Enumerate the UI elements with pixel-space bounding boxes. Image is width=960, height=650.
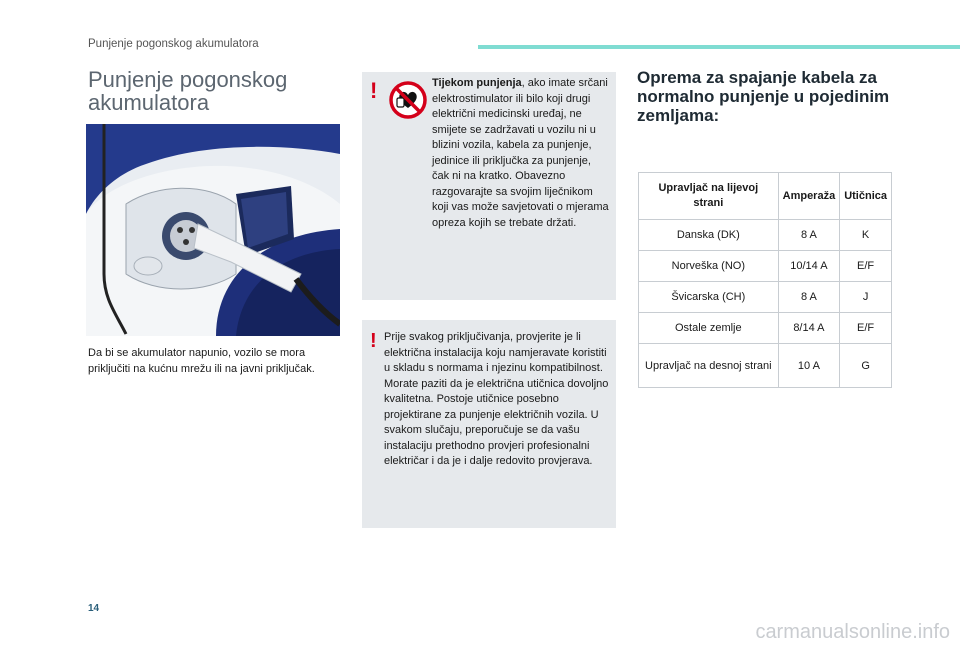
column-header: Utičnica (840, 173, 892, 220)
no-pacemaker-icon (388, 80, 428, 120)
table-cell: E/F (840, 313, 892, 344)
table-cell: Upravljač na desnoj strani (639, 344, 779, 388)
connection-table-heading: Oprema za spajanje kabela za normalno punjenje u pojedinim zemljama: (637, 68, 890, 125)
table-cell: 10 A (778, 344, 840, 388)
table-cell: 10/14 A (778, 251, 840, 282)
installation-warning-box (362, 320, 616, 528)
installation-warning-text: Prije svakog priključivanja, provjerite je li električna instalacija koju namjeravate koristiti u skladu s normama i njezinu kompatibilnost. Morate paziti da je električna utičnica dovoljno kvalitetna. Postoje utičnice posebno projektirane za punjenje električnih vozila. U svakom slučaju, preporučuje se da vašu instalaciju prethodno provjeri profesionalni električar i da je i dalje redovito provjerava. (384, 331, 609, 467)
table-cell: E/F (840, 251, 892, 282)
table-cell: Ostale zemlje (639, 313, 779, 344)
table-cell: G (840, 344, 892, 388)
column-header: Amperaža (778, 173, 840, 220)
pacemaker-warning-box (362, 72, 616, 300)
table-cell: Švicarska (CH) (639, 282, 779, 313)
table-cell: 8/14 A (778, 313, 840, 344)
section-title: Punjenje pogonskog akumulatora (88, 67, 288, 115)
page-number: 14 (88, 603, 100, 614)
intro-paragraph: Da bi se akumulator napunio, vozilo se mora priključiti na kućnu mrežu ili na javni priključak. (88, 347, 315, 375)
connection-table (638, 172, 892, 388)
table-cell: J (840, 282, 892, 313)
header-accent-bar (478, 45, 960, 49)
table-row (639, 313, 892, 344)
watermark-text: carmanualsonline.info (755, 621, 950, 643)
table-row (639, 220, 892, 251)
running-header: Punjenje pogonskog akumulatora (88, 38, 259, 50)
warning-body: , ako imate srčani elektrostimulator ili bilo koji drugi električni medicinski uređaj, ne smijete se zadržavati u vozilu ni u blizini vozila, kabela za punjenje, jedinice ili priključka za punjenje, čak ni na kratko. Obavezno razgovarajte sa svojim liječnikom koji vas može savjetovati o mjerama opreza kojih se trebate držati. (432, 77, 609, 229)
table-header-row (639, 173, 892, 220)
table-cell: K (840, 220, 892, 251)
table-row (639, 282, 892, 313)
table-cell: Danska (DK) (639, 220, 779, 251)
table-cell: 8 A (778, 220, 840, 251)
table-row (639, 344, 892, 388)
pacemaker-warning-text (432, 76, 610, 231)
charging-flap-photo (86, 124, 340, 336)
warning-exclamation-icon: ! (370, 78, 378, 103)
table-cell: Norveška (NO) (639, 251, 779, 282)
table-cell: 8 A (778, 282, 840, 313)
table-row (639, 251, 892, 282)
warning-exclamation-icon: ! (370, 330, 377, 352)
warning-lead: Tijekom punjenja (432, 77, 522, 89)
column-header: Upravljač na lijevoj strani (639, 173, 779, 220)
watermark-logo (732, 617, 952, 645)
